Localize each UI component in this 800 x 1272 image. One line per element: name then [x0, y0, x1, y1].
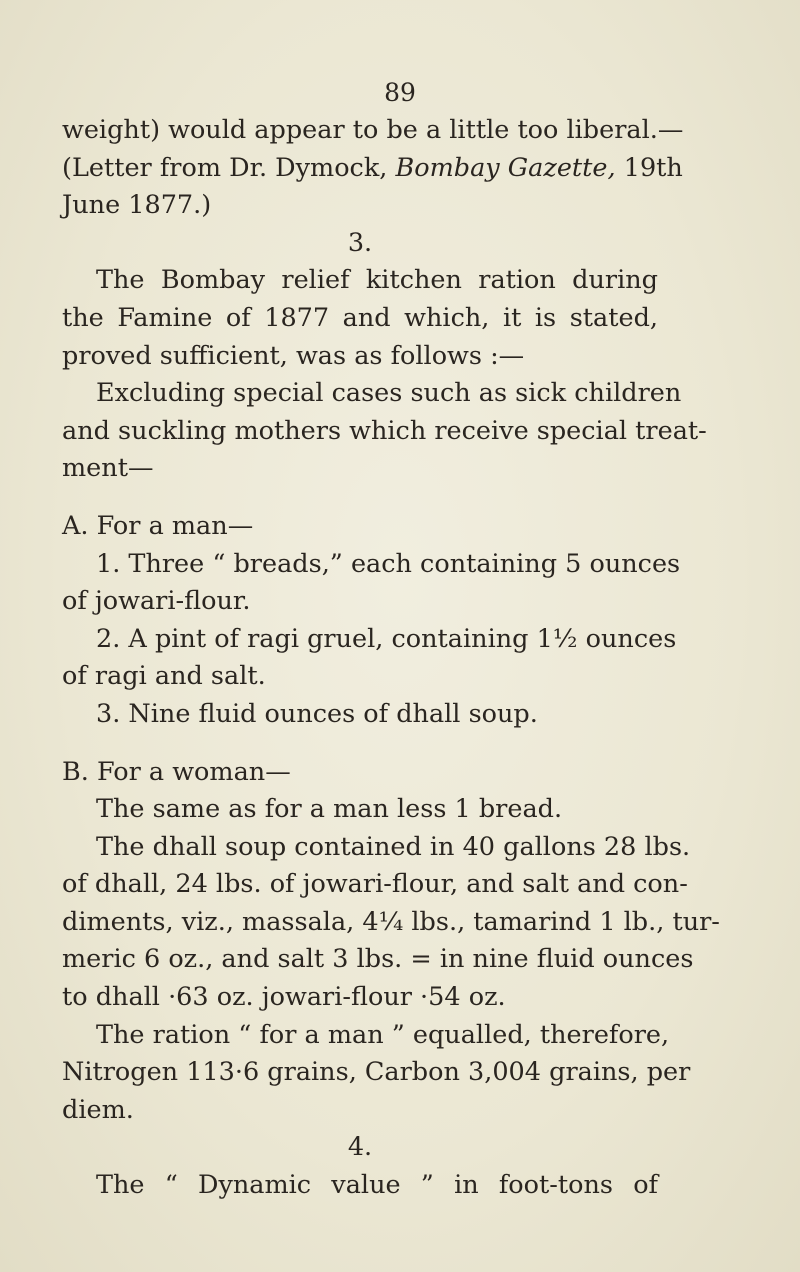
page-body — [62, 112, 720, 1205]
text-line: The dhall soup contained in 40 gallons 28 lbs. — [96, 831, 691, 862]
citation-line — [62, 150, 683, 188]
text-line: to dhall ·63 oz. jowari-flour ·54 oz. — [62, 982, 506, 1013]
section-heading-4: 4. — [347, 1132, 373, 1163]
section-heading-3: 3. — [347, 227, 373, 258]
text-line: the Famine of 1877 and which, it is stated, — [62, 302, 658, 333]
text-line: diem. — [62, 1094, 134, 1125]
list-item-1-cont: of jowari-flour. — [62, 586, 251, 617]
citation-date: 19th — [615, 152, 683, 183]
list-item-2: 2. A pint of ragi gruel, containing 1½ ounces — [96, 623, 677, 654]
section-b-heading: B. For a woman— — [62, 756, 291, 787]
text-line: diments, viz., massala, 4¼ lbs., tamarind 1 lb., tur- — [62, 906, 720, 937]
text-line: proved sufficient, was as follows :— — [62, 340, 525, 371]
text-line: June 1877.) — [62, 190, 212, 221]
text-line: Nitrogen 113·6 grains, Carbon 3,004 grains, per — [62, 1057, 691, 1088]
text-line: ment— — [62, 453, 154, 484]
page-number: 89 — [384, 78, 416, 107]
text-line: weight) would appear to be a little too liberal.— — [62, 115, 684, 145]
text-line: meric 6 oz., and salt 3 lbs. = in nine fluid ounces — [62, 944, 694, 975]
text-line: The “ Dynamic value ” in foot-tons of — [96, 1170, 658, 1201]
section-a-heading: A. For a man— — [62, 510, 254, 541]
text-line: The same as for a man less 1 bread. — [96, 794, 563, 825]
text-line: and suckling mothers which receive special treat- — [62, 415, 707, 446]
list-item-3: 3. Nine fluid ounces of dhall soup. — [96, 698, 538, 729]
citation-prefix: (Letter from Dr. Dymock, — [62, 152, 396, 183]
text-line: of dhall, 24 lbs. of jowari-flour, and salt and con- — [62, 869, 688, 900]
text-line: Excluding special cases such as sick children — [96, 378, 682, 409]
text-line: The Bombay relief kitchen ration during — [96, 265, 658, 296]
list-item-2-cont: of ragi and salt. — [62, 661, 266, 692]
list-item-1: 1. Three “ breads,” each containing 5 ounces — [96, 548, 681, 579]
text-line: The ration “ for a man ” equalled, therefore, — [96, 1019, 670, 1050]
newspaper-title: Bombay Gazette, — [395, 152, 616, 183]
